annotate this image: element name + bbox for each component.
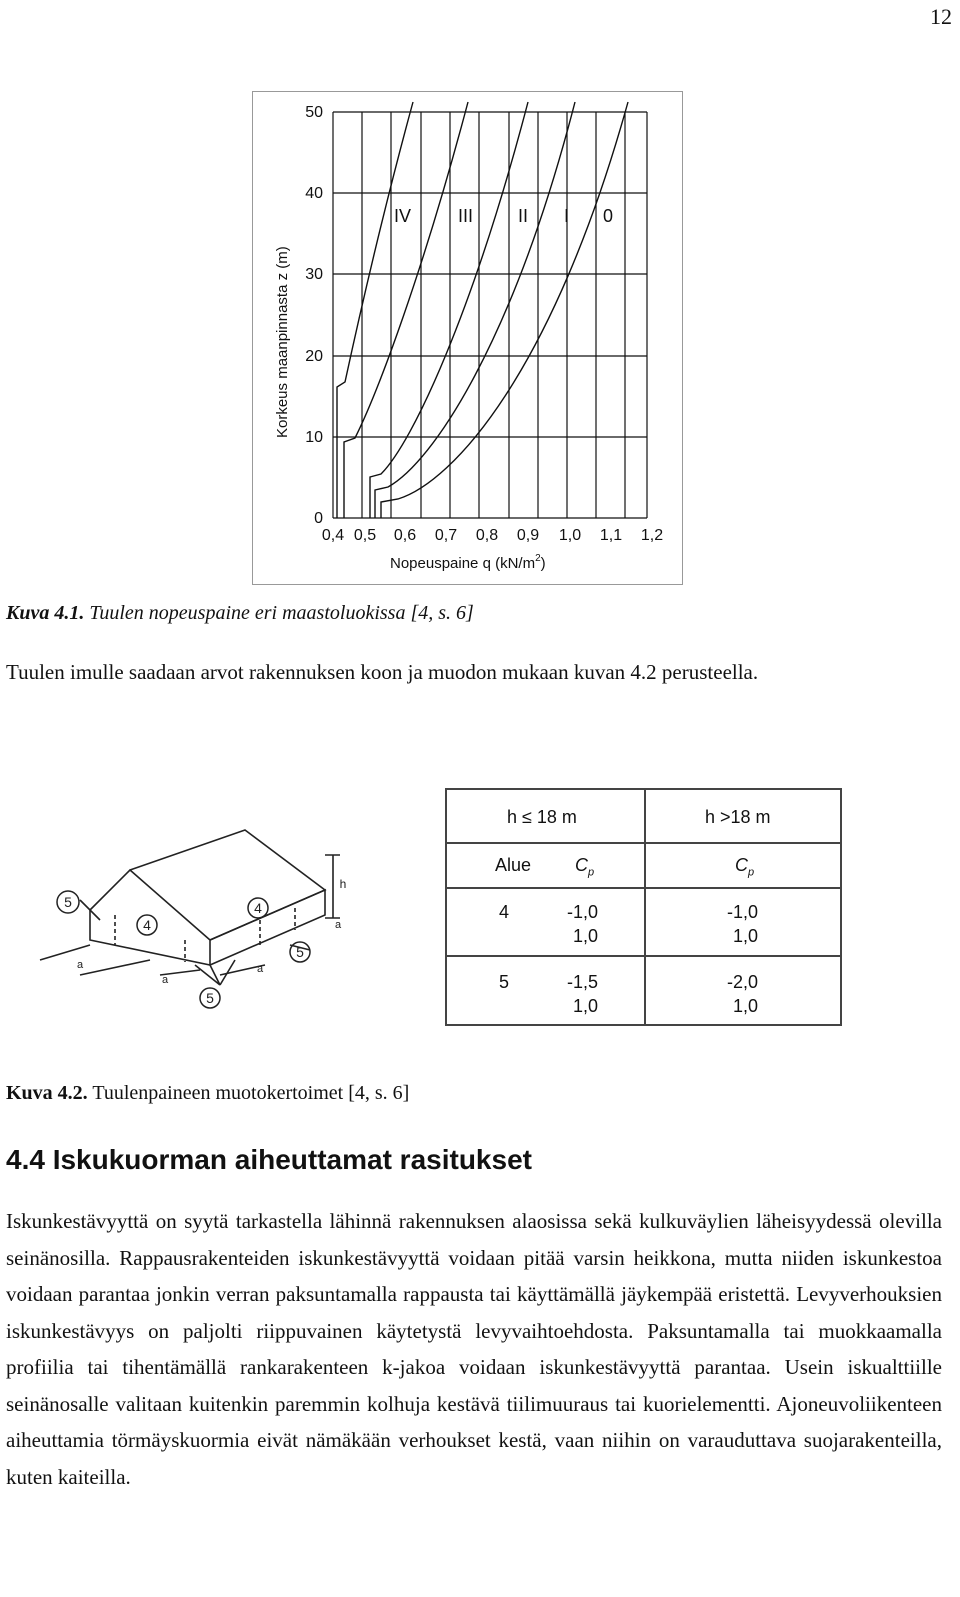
x-tick: 0,9 xyxy=(516,527,540,544)
x-tick: 1,2 xyxy=(640,527,664,544)
dimension-label: a xyxy=(334,919,342,931)
zone-label: 5 xyxy=(296,944,304,960)
table-divider xyxy=(447,842,840,844)
table-divider xyxy=(447,955,840,957)
shape-coefficient-table xyxy=(445,788,842,1026)
y-tick: 40 xyxy=(305,185,323,202)
table-cell: -2,0 xyxy=(727,972,759,992)
caption-text: Tuulenpaineen muotokertoimet [4, s. 6] xyxy=(87,1082,410,1104)
figure-building-sketch xyxy=(20,800,430,1030)
pressure-graph xyxy=(253,92,684,586)
curve-label: III xyxy=(458,206,474,226)
table-cell: -1,5 xyxy=(567,972,599,992)
table-cell: 1,0 xyxy=(733,996,759,1016)
table-divider xyxy=(447,887,840,889)
dimension-label: h xyxy=(339,877,347,891)
table-divider xyxy=(644,790,646,1024)
figure-dynamic-pressure xyxy=(252,91,683,585)
paragraph-text: Iskunkestävyyttä on syytä tarkastella lähinnä rakennuksen alaosissa sekä kulkuväylien läheisyydessä olevilla seinänosilla. Rappausrakenteiden iskunkestävyyttä voidaan pitää varsin heikkona, mutta niiden iskunkestoa voidaan parantaa jonkin verran paksuntamalla rappausta tai käyttämällä jäykempää eristettä. Levyverhouksien iskunkestävyys on paljolti riippuvainen käytetystä levyvaihtoehdosta. Paksuntamalla tai muokkaamalla profiilia tai tihentämällä rankarakenteen k-jakoa voidaan iskunkestävyyttä parantaa. Usein iskualttiille seinänosalle valitaan kuitenkin paremmin kolhuja kestävä tiilimuuraus tai kuorielementti. Ajoneuvoliikenteen aiheuttamia törmäyskuormia eivät nämäkään verhoukset kestä, vaan niihin on varauduttava suojarakenteilla, kuten kaiteilla. xyxy=(6,1209,942,1489)
dimension-label: a xyxy=(161,974,169,986)
caption-label: Kuva 4.1. xyxy=(6,602,85,624)
section-heading: 4.4 Iskukuorman aiheuttamat rasitukset xyxy=(6,1144,532,1175)
y-tick: 10 xyxy=(305,429,323,446)
curve-IV xyxy=(337,102,413,518)
table-cell: -1,0 xyxy=(727,902,759,922)
caption-text: Tuulen nopeuspaine eri maastoluokissa [4, s. 6] xyxy=(84,602,474,624)
curve-label: IV xyxy=(394,206,412,226)
x-tick: 1,1 xyxy=(599,527,623,544)
y-tick: 20 xyxy=(305,348,323,365)
height-dimension xyxy=(325,855,340,918)
y-tick: 30 xyxy=(305,266,323,283)
side-wall xyxy=(210,890,325,965)
building-diagram xyxy=(20,800,430,1030)
curve-II xyxy=(370,102,528,518)
curve-label: I xyxy=(564,206,570,226)
table-cell: 1,0 xyxy=(573,996,599,1016)
figure-caption-1 xyxy=(6,602,474,625)
ground-dimension xyxy=(40,945,265,975)
y-axis-label: Korkeus maanpinnasta z (m) xyxy=(274,246,291,438)
zone-label: 4 xyxy=(254,900,262,916)
curve-label: II xyxy=(518,206,529,226)
table-cell: 1,0 xyxy=(573,926,599,946)
zone-label: 4 xyxy=(143,917,151,933)
dimension-label: a xyxy=(76,959,84,971)
x-tick: 0,5 xyxy=(353,527,377,544)
page-number: 12 xyxy=(930,4,952,29)
column-header: h >18 m xyxy=(705,807,771,827)
paragraph-intro xyxy=(6,654,942,691)
zone-label: 5 xyxy=(206,990,214,1006)
table-cell-zone: 4 xyxy=(499,902,510,922)
y-tick: 50 xyxy=(305,104,323,121)
dimension-label: a xyxy=(256,963,264,975)
x-tick: 0,6 xyxy=(393,527,417,544)
subheader-cp: $C_p$ xyxy=(735,855,755,879)
table-cell: -1,0 xyxy=(567,902,599,922)
zone-label: 5 xyxy=(64,894,72,910)
curve-0 xyxy=(381,102,628,518)
curve-label: 0 xyxy=(603,206,614,226)
x-tick: 0,4 xyxy=(321,527,345,544)
leader-line xyxy=(80,900,310,985)
table-cell-zone: 5 xyxy=(499,972,510,992)
y-tick: 0 xyxy=(314,510,323,527)
x-tick: 0,8 xyxy=(475,527,499,544)
subheader-cp: $C_p$ xyxy=(575,855,595,879)
table-cell: 1,0 xyxy=(733,926,759,946)
paragraph-text: Tuulen imulle saadaan arvot rakennuksen koon ja muodon mukaan kuvan 4.2 perusteella. xyxy=(6,660,759,684)
column-header: h ≤ 18 m xyxy=(507,807,577,827)
caption-label: Kuva 4.2. xyxy=(6,1082,88,1104)
x-tick: 0,7 xyxy=(434,527,458,544)
x-axis-label: Nopeuspaine q $(kN/m^2)$ xyxy=(390,553,546,572)
x-tick: 1,0 xyxy=(558,527,582,544)
figure-caption-2 xyxy=(6,1082,409,1105)
section-body xyxy=(6,1203,942,1495)
subheader-zone: Alue xyxy=(495,855,532,875)
